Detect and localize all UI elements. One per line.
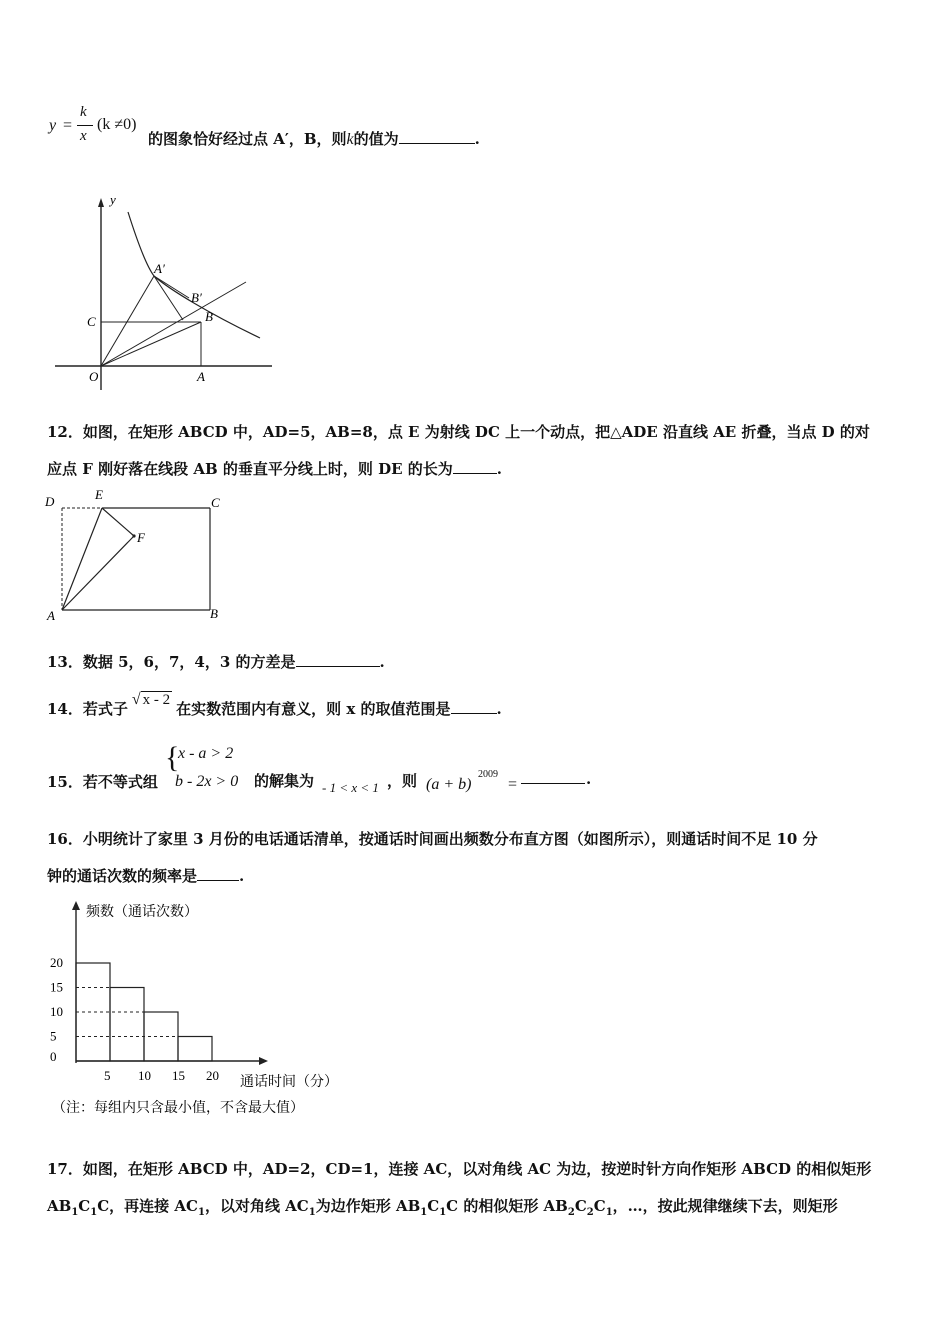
y-axis-arrow-icon — [98, 198, 104, 207]
q17-text: C — [78, 1197, 91, 1215]
q17-text: AB — [47, 1197, 72, 1215]
q16-line2 — [47, 865, 244, 886]
label-a: A — [197, 369, 205, 384]
q17-text: C — [593, 1197, 606, 1215]
y-axis-arrow-icon — [72, 901, 80, 910]
q15-equals: = — [508, 776, 518, 793]
q15-inequality-2: b - 2x > 0 — [175, 773, 239, 790]
label-b: B — [210, 606, 218, 621]
q16-histogram — [40, 895, 370, 1125]
segment-af — [62, 536, 134, 610]
q17-sub: 1 — [308, 1207, 316, 1218]
q14-line — [47, 691, 502, 719]
label-c: C — [87, 314, 96, 329]
q13-answer-blank — [296, 652, 380, 667]
q13-end: . — [379, 653, 385, 671]
y-tick-label: 5 — [50, 1028, 57, 1044]
q17-text: 为边作矩形 AB — [315, 1197, 421, 1215]
q13-text: 13．数据 5，6，7，4，3 的方差是 — [47, 653, 296, 671]
q12-line1: 12．如图，在矩形 ABCD 中，AD=5，AB=8，点 E 为射线 DC 上一个动点，把△ADE 沿直线 AE 折叠，当点 D 的对 — [47, 423, 870, 441]
chart-note: （注：每组内只含最小值，不含最大值） — [52, 1100, 304, 1116]
line-ob-prime — [101, 282, 246, 366]
formula-y: y — [49, 117, 57, 134]
q14-radical — [132, 690, 172, 709]
q15-text-a: 15．若不等式组 — [47, 773, 158, 791]
x-tick-label: 15 — [172, 1068, 185, 1083]
q17-sub: 1 — [90, 1207, 98, 1218]
q11-figure — [50, 190, 280, 400]
q14-radicand: x - 2 — [142, 692, 171, 708]
formula-condition: (k ≠0) — [97, 116, 137, 133]
q17-sub: 2 — [586, 1207, 594, 1218]
y-tick-label: 15 — [50, 979, 63, 995]
fraction-bar — [77, 125, 93, 126]
q17-text: ，…，按此规律继续下去，则矩形 — [612, 1197, 838, 1215]
label-a: A — [47, 608, 55, 623]
x-tick-label: 20 — [206, 1068, 219, 1083]
q12-line2-text: 应点 F 刚好落在线段 AB 的垂直平分线上时，则 DE 的长为 — [47, 460, 453, 478]
formula-equals: = — [63, 117, 73, 134]
q17-text: C 的相似矩形 AB — [446, 1197, 568, 1215]
q12-line2 — [47, 458, 502, 479]
q15-exponent: 2009 — [478, 769, 498, 780]
q17-text: C — [427, 1197, 440, 1215]
q14-answer-blank — [451, 699, 497, 714]
q11-answer-blank — [399, 129, 475, 144]
q11-end: . — [474, 130, 480, 148]
sqrt-icon: √ — [131, 691, 141, 708]
q12-figure — [40, 484, 240, 624]
label-a-prime: A′ — [154, 261, 165, 276]
x-tick-label: 5 — [104, 1068, 111, 1083]
label-o: O — [89, 369, 99, 384]
hyperbola-curve — [128, 212, 260, 338]
q15-range: - 1 < x < 1 — [322, 780, 379, 795]
q12-end: . — [496, 460, 502, 478]
q15-end: . — [586, 770, 592, 788]
q16-line2-text: 钟的通话次数的频率是 — [47, 867, 198, 885]
label-e: E — [95, 487, 103, 502]
q17-line1: 17．如图，在矩形 ABCD 中，AD=2，CD=1，连接 AC，以对角线 AC 为边，按逆时针方向作矩形 ABCD 的相似矩形 — [47, 1160, 872, 1178]
q17-line2 — [47, 1195, 838, 1218]
q16-end: . — [239, 867, 245, 885]
q11-text — [148, 128, 480, 149]
q17-sub: 1 — [439, 1207, 447, 1218]
q17-text: C，再连接 AC — [97, 1197, 198, 1215]
q16-line1: 16．小明统计了家里 3 月份的电话通话清单，按通话时间画出频数分布直方图（如图所示），则通话时间不足 10 分 — [47, 830, 818, 848]
q12-answer-blank — [453, 459, 497, 474]
segment-ae — [62, 508, 102, 610]
q14-text-a: 14．若式子 — [47, 700, 128, 718]
q16-answer-blank — [197, 866, 239, 881]
line-a-prime-b-prime-seg — [154, 276, 183, 320]
histogram-bar-0-5 — [76, 963, 110, 1061]
y-axis-label: 频数（通话次数） — [86, 904, 198, 920]
histogram-bar-15-20 — [178, 1037, 212, 1062]
q15-inequality-1: x - a > 2 — [178, 745, 234, 762]
q15-text-b: 的解集为 — [254, 772, 315, 790]
q15-expression: (a + b) — [426, 776, 472, 793]
line-oa-prime — [101, 276, 154, 366]
q17-sub: 2 — [567, 1207, 575, 1218]
q17-text: C — [574, 1197, 587, 1215]
q17-sub: 1 — [420, 1207, 428, 1218]
y-tick-label: 0 — [50, 1049, 57, 1064]
q15-brace-icon: { — [165, 741, 180, 774]
segment-ef — [102, 508, 134, 536]
q17-sub: 1 — [71, 1207, 79, 1218]
formula-numerator: k — [80, 104, 87, 120]
q17-text: ，以对角线 AC — [204, 1197, 309, 1215]
q11-k-var: k — [346, 131, 354, 148]
formula-denominator: x — [80, 128, 87, 144]
q11-tail-b: 的值为 — [353, 130, 399, 148]
label-b: B — [205, 309, 213, 324]
q15-answer-blank — [521, 783, 585, 784]
y-tick-label: 10 — [50, 1004, 63, 1019]
q17-sub: 1 — [605, 1207, 613, 1218]
q15-text-c: ，则 — [387, 772, 418, 790]
y-tick-label: 20 — [50, 955, 63, 970]
q14-end: . — [496, 700, 502, 718]
q14-text-b: 在实数范围内有意义，则 x 的取值范围是 — [176, 700, 451, 718]
label-b-prime: B′ — [191, 290, 202, 305]
point-f — [132, 534, 135, 537]
q17-sub: 1 — [197, 1207, 205, 1218]
label-c: C — [211, 495, 220, 510]
line-a-prime-b-prime — [154, 276, 189, 298]
label-y: y — [110, 192, 116, 207]
x-tick-label: 10 — [138, 1068, 151, 1083]
line-ob — [101, 322, 201, 366]
x-axis-label: 通话时间（分） — [240, 1074, 338, 1090]
q11-tail-a: 的图象恰好经过点 A′，B，则 — [148, 130, 347, 148]
label-d: D — [45, 494, 55, 509]
histogram-bar-5-10 — [110, 988, 144, 1062]
label-f: F — [137, 530, 145, 545]
q13-line — [47, 651, 385, 672]
x-axis-arrow-icon — [259, 1057, 268, 1065]
